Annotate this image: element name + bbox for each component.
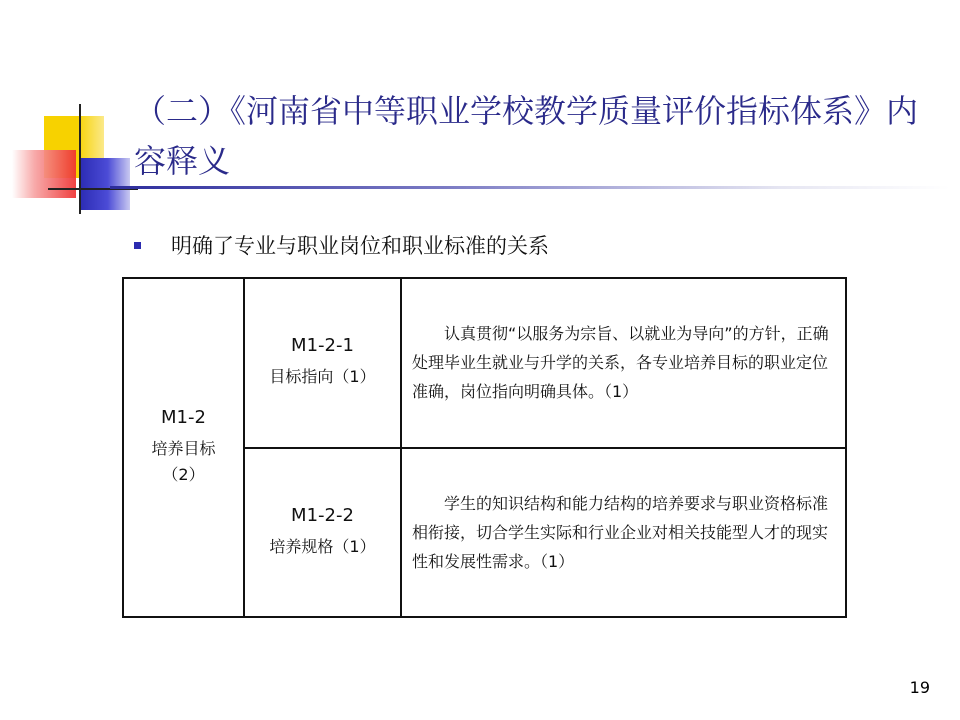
parent-name: 培养目标 [151,439,216,458]
description-text: 学生的知识结构和能力结构的培养要求与职业资格标准相衔接，切合学生实际和行业企业对相关技能型人才的现实性和发展性需求。（1） [412,493,829,571]
bullet-item [134,228,549,262]
criteria-table [122,277,847,618]
bullet-text: 明确了专业与职业岗位和职业标准的关系 [171,234,549,258]
slide-title: （二）《河南省中等职业学校教学质量评价指标体系》内容释义 [134,92,919,180]
square-bullet-icon [134,242,141,249]
sub-code: M1-2-2 [291,504,354,526]
parent-code: M1-2 [161,407,206,428]
sub-criterion-cell [244,278,401,448]
deco-blue-square [80,158,130,210]
sub-criterion-cell [244,448,401,618]
deco-vertical-line [79,104,81,214]
description-cell [401,278,846,448]
table-row [123,278,846,448]
parent-criterion-cell [123,278,244,617]
sub-name: 目标指向（1） [269,367,376,387]
description-cell [401,448,846,618]
description-text: 认真贯彻“以服务为宗旨、以就业为导向”的方针，正确处理毕业生就业与升学的关系，各专业培养目标的职业定位准确，岗位指向明确具体。（1） [412,324,829,402]
sub-name: 培养规格（1） [269,536,376,556]
sub-code: M1-2-1 [291,335,354,357]
deco-red-square [12,150,76,198]
page-number: 19 [909,678,930,697]
title-underline-rule [110,186,950,189]
parent-score: （2） [162,465,205,484]
